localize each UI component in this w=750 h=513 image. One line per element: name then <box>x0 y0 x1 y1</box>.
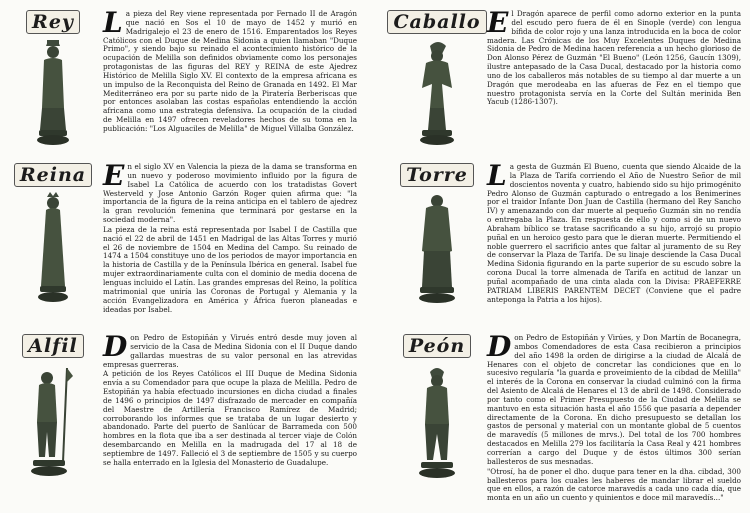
paragraph: La pieza de la reina está representada por Isabel I de Castilla que nació el 22 de abril de 1451 en Madrigal de las Altas Torres y murió el 26 de noviembre de 1504 en Medina del Campo. Su reinado de 1474 a 1504 constituye uno de los periodos de mayor importancia en la historia de Castilla y de la Península Ibérica en general. Isabel fue mujer extraordinariamente culta con el dominio de media docena de lenguas incluido el Latín. Las grandes empresas del Reino, la política matrimonial que uniría las Coronas de Portugal y Alemania y la acción Evangelizadora en América y África fueron planeadas e ideadas por Isabel. <box>103 224 357 314</box>
entry-caballo <box>393 6 741 155</box>
paragraph: l Dragón aparece de perfil como adorno exterior en la punta del escudo pero fuera de él en Sinople (verde) con lengua bífida de color rojo y una lanza introducida en la boca de color madera. Las Crónicas de los Muy Excelentes Duques de Medina Sidonia de Pedro de Medina hacen referencia a un hecho glorioso de Don Alonso Pérez de Guzmán "El Bueno" (León 1256, Gaucín 1309), ilustre antepasado de la Casa Ducal, destacado por la historia como uno de los caballeros más notables de su tiempo al dar muerte a un Dragón que merodeaba en las afueras de Fez en el tiempo que nuestro protagonista servía en la Corte del Sultán merinida Ben Yacub (1286-1307). <box>487 9 741 107</box>
title-rey: Rey <box>26 10 80 34</box>
drop-cap: E <box>487 6 509 39</box>
entry-reina <box>9 159 357 326</box>
title-caballo: Caballo <box>387 10 486 34</box>
figure-caballo <box>393 10 481 155</box>
entry-torre <box>393 159 741 326</box>
figure-peon <box>393 334 481 494</box>
entry-alfil <box>9 330 357 494</box>
paragraph: A petición de los Reyes Católicos el III Duque de Medina Sidonia envía a su Comendador para que ocupe la plaza de Melilla. Pedro de Estopiñán ya había efectuado incursiones en dicha ciudad a finales de 1496 o principios de 1497 disfrazado de mercader en compañía del Maestre de Artillería Francisco Ramírez de Madrid; corroborando los informes que se trataba de un lugar desierto y abandonado. Parte del puerto de Sanlúcar de Barrameda con 500 hombres en la flota que iba a ser destinada al tercer viaje de Colón desembarcando en Melilla en la madrugada del 17 al 18 de septiembre de 1497. Falleció el 3 de septiembre de 1505 y su cuerpo se halla enterrado en la Iglesia del Monasterio de Guadalupe. <box>103 369 357 467</box>
entry-peon <box>393 330 741 503</box>
bishop-statue-icon <box>23 362 83 482</box>
figure-torre <box>393 163 481 326</box>
figure-rey <box>9 10 97 155</box>
drop-cap: E <box>103 159 125 192</box>
paragraph: n el siglo XV en Valencia la pieza de la dama se transforma en un nuevo y poderoso movimiento influido por la figura de Isabel La Católica de acuerdo con los tratadistas Govert Westerveld y Jose Antonio Garzón Roger quien afirma que: "la importancia de la figura de la reina anticipa en el tablero de ajedrez la gran revolución femenina que terminará por gestarse en la sociedad moderna". <box>103 162 357 225</box>
left-column <box>9 6 357 513</box>
paragraph: a pieza del Rey viene representada por Fernado II de Aragón que nació en Sos el 10 de mayo de 1452 y murió en Madrigalejo el 23 de enero de 1516. Emparentados los Reyes Católicos con el Duque de Medina Sidonia a quien llamaban "Duque Primo", y siendo bajo su reinado el acontecimiento histórico de la ocupación de Melilla son definidos obviamente como los personajes protagonistas de las figuras del REY y REINA de este Ajedrez Histórico de Melilla Siglo XV. El contexto de la empresa africana es un impulso de la Reconquista del Reino de Granada en 1492. El Mar Mediterráneo era por su parte nido de la Piratería Berberiscas que por entonces asolaban las costas españolas entendiendo la acción africana como una estrategia defensiva. La ocupación de la ciudad de Melilla en 1497 ofrecen reveladores hechos de su toma en la publicación: "Los Alguaciles de Melilla" de Miguel Villalba González. <box>103 9 357 133</box>
queen-statue-icon <box>33 191 73 306</box>
right-column <box>393 6 741 513</box>
drop-cap: L <box>103 6 123 39</box>
drop-cap: D <box>103 330 128 363</box>
figure-reina <box>9 163 97 326</box>
drop-cap: L <box>487 159 507 192</box>
paragraph: on Pedro de Estopiñán y Virués entró desde muy joven al servicio de la Casa de Medina Sidonia con el II Duque dando gallardas muestras de su valor personal en las atrevidas empresas guerreras. <box>103 333 357 369</box>
figure-alfil <box>9 334 97 494</box>
knight-statue-icon <box>412 38 462 148</box>
title-torre: Torre <box>400 163 474 187</box>
paragraph: a gesta de Guzmán El Bueno, cuenta que siendo Alcaide de la la Plaza de Tarifa corriendo el Año de Nuestro Señor de mil doscientos noventa y cuatro, habiendo sido su hijo primogénito Pedro Alonso de Guzmán capturado o entregado a los Benimerines por el traidor Infante Don Juan de Castilla (hermano del Rey Sancho IV) y amenazando con dar muerte al pequeño Guzmán sin no rendía o entregaba la Plaza. En respuesta de ello y como si de un nuevo Abraham bíblico se tratase sacrificando a su hijo, arrojó su propio puñal en un heroico gesto para que le dieran muerte. Permitiendo el noble guerrero el sacrificio antes que faltar al juramento de su Rey de conservar la Plaza de Tarifa. De su linaje desciende la Casa Ducal Medina Sidonia figurando en la parte superior de su escudo sobre la corona Ducal la torre almenada de Tarifa en actitud de lanzar un puñal acompañado de una cinta alada con la Divisa: PRAEFERRE PATRIAM LIBERIS PARENTEM DECET (Conviene que el padre anteponga la Patria a los hijos). <box>487 162 741 304</box>
title-alfil: Alfil <box>22 334 84 358</box>
paragraph: "Otrosí, ha de poner el dho. duque para tener en la dha. cibdad, 300 ballesteros para los cuales les haberes de mandar librar el sueldo que en ellos, a razón de catorce maravedís a cada uno cada día, que monta en un año un cuento y quinientos e doce mil maravedís..." <box>487 466 741 503</box>
drop-cap: D <box>487 330 512 363</box>
text-reina <box>103 159 357 326</box>
king-statue-icon <box>33 38 73 148</box>
paragraph: on Pedro de Estopiñán y Virúes, y Don Martín de Bocanegra, ambos Comendadores de esta Casa recibieron a principios del año 1498 la orden de dirigirse a la ciudad de Alcalá de Henares con el objeto de concretar las condiciones que en lo sucesivo regularía "la guarda e proveimiento de la cibdad de Melilla" el interés de la Corona en conservar la ciudad culminó con la firma del Asiento de Alcalá de Henares el 13 de abril de 1498. Considerado por tanto como el Primer Presupuesto de la Ciudad de Melilla se mantuvo en esta situación hasta el año 1556 que pasaría a depender directamente de la Corona. En dicho presupuesto se detallan los gastos de personal y material con un montante global de 5 cuentos de maravedís (5 millones de mrvs.). Del total de los 700 hombres destacados en Melilla 279 los facilitaría la Casa Real y 421 hombres correrían a cargo del Duque y de éstos últimos 300 serían ballesteros de sus mesnadas. <box>487 333 741 466</box>
rook-statue-icon <box>412 191 462 306</box>
text-alfil <box>103 330 357 494</box>
text-torre <box>487 159 741 326</box>
title-reina: Reina <box>14 163 92 187</box>
text-caballo <box>487 6 741 155</box>
title-peon: Peón <box>403 334 471 358</box>
entry-rey <box>9 6 357 155</box>
text-rey <box>103 6 357 155</box>
pawn-statue-icon <box>412 362 462 482</box>
text-peon <box>487 330 741 503</box>
